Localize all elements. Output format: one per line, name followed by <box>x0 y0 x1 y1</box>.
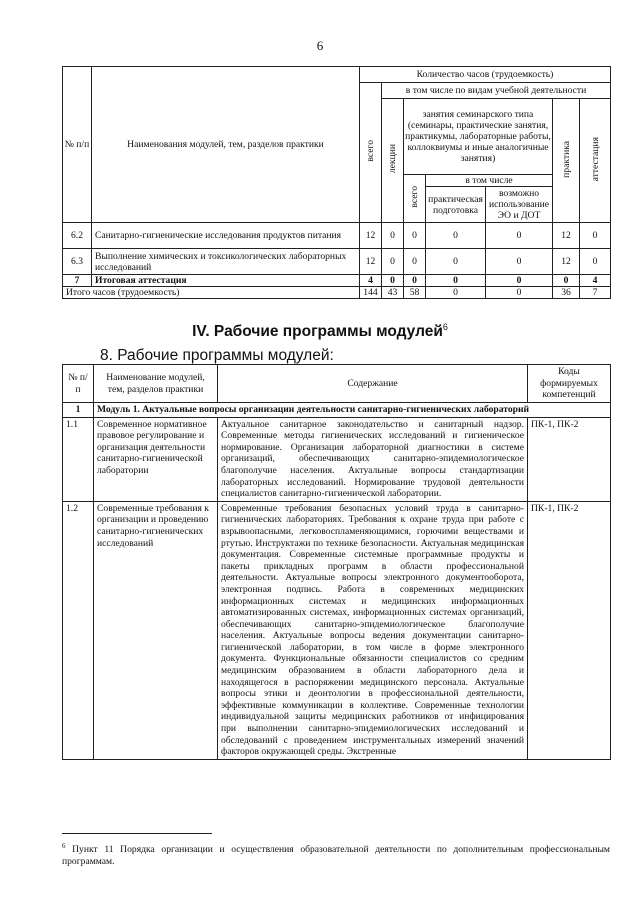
footnote <box>62 840 610 868</box>
col-name-header: Наименования модулей, тем, разделов практики <box>92 67 360 223</box>
total-attestation: 7 <box>580 287 611 299</box>
row-practical: 0 <box>426 249 486 275</box>
row-eo: 0 <box>486 223 553 249</box>
row-no: 1.1 <box>63 417 94 501</box>
table-row <box>63 223 611 249</box>
table-row <box>63 417 611 501</box>
row-practical: 0 <box>426 223 486 249</box>
subheading: 8. Рабочие программы модулей: <box>100 347 334 364</box>
total-total: 144 <box>360 287 382 299</box>
col-no-header: № п/п <box>63 365 94 403</box>
row-attestation: 0 <box>580 249 611 275</box>
module-title: Модуль 1. Актуальные вопросы организации деятельности санитарно-гигиенических лабораторий <box>94 403 611 418</box>
row-lectures: 0 <box>382 249 404 275</box>
row-total: 12 <box>360 249 382 275</box>
total-label: Итого часов (трудоемкость) <box>63 287 360 299</box>
col-attestation-header: аттестация <box>580 99 611 223</box>
row-no: 6.3 <box>63 249 92 275</box>
row-total: 12 <box>360 223 382 249</box>
total-row <box>63 287 611 299</box>
row-total: 4 <box>360 275 382 287</box>
total-practical: 0 <box>426 287 486 299</box>
row-practice: 0 <box>553 275 580 287</box>
row-name: Выполнение химических и токсикологических лабораторных исследований <box>92 249 360 275</box>
row-name: Санитарно-гигиенические исследования продуктов питания <box>92 223 360 249</box>
col-total-header: всего <box>360 83 382 223</box>
incl-header: в том числе <box>426 175 553 187</box>
row-lectures: 0 <box>382 275 404 287</box>
row-no: 6.2 <box>63 223 92 249</box>
total-sem-total: 58 <box>404 287 426 299</box>
col-codes-header: Коды формируемых компетенций <box>528 365 611 403</box>
row-practical: 0 <box>426 275 486 287</box>
row-practice: 12 <box>553 223 580 249</box>
hours-header: Количество часов (трудоемкость) <box>360 67 611 83</box>
row-eo: 0 <box>486 275 553 287</box>
row-sem-total: 0 <box>404 275 426 287</box>
col-practice-header: практика <box>553 99 580 223</box>
total-practice: 36 <box>553 287 580 299</box>
row-codes: ПК-1, ПК-2 <box>528 417 611 501</box>
row-no: 7 <box>63 275 92 287</box>
row-name: Итоговая аттестация <box>92 275 360 287</box>
row-content: Современные требования безопасных условий труда в санитарно-гигиенических лабораториях. Требования к охране труда при работе с взрывоопасными, легковоспламеняющимися, горючими веществами и ртутью. Инструктажи по технике безопасности. Актуальная медицинская документация. Современные системные программные продукты и пакеты прикладных программ в области профессиональной деятельности. Актуальные вопросы электронного документооборота, электронная подпись. Работа в современных медицинских информационных системах и медицинских информационных автоматизированных системах, информационных системах организаций, обеспечивающих санитарно-эпидемиологическое благополучие населения. Актуальные вопросы ведения документации санитарно-гигиенической лаборатории, в том числе в форме электронного документа. Функциональные обязанности специалистов со средним медицинским образованием в области лабораторного дела и находящегося в распоряжении медицинского персонала. Актуальные вопросы этики и деонтологии в профессиональной деятельности, эффективные коммуникации в коллективе. Современные технологии индивидуальной защиты медицинских работников от инфицирования при выполнении санитарно-эпидемиологических исследований и обследований с проведением инструментальных измерений значений факторов окружающей среды. Экстренные <box>218 501 528 759</box>
row-no: 1.2 <box>63 501 94 759</box>
footnote-mark: 6 <box>62 842 66 850</box>
section-heading: IV. Рабочие программы модулей$^6$ <box>192 322 448 341</box>
program-table <box>62 364 611 760</box>
col-content-header: Содержание <box>218 365 528 403</box>
total-eo: 0 <box>486 287 553 299</box>
by-type-header: в том числе по видам учебной деятельности <box>382 83 611 99</box>
footnote-text: Пункт 11 Порядка организации и осуществления образовательной деятельности по дополнительным профессиональным программам. <box>62 844 610 868</box>
page-number: 6 <box>316 38 324 53</box>
footnote-divider <box>62 833 212 834</box>
row-eo: 0 <box>486 249 553 275</box>
seminar-header: занятия семинарского типа (семинары, практические занятия, практикумы, лабораторные работы, коллоквиумы и иные аналогичные занятия) <box>404 99 553 175</box>
col-lectures-header: лекции <box>382 99 404 223</box>
col-practical-training-header: практическая подготовка <box>426 187 486 223</box>
row-lectures: 0 <box>382 223 404 249</box>
footnote-mark: 6 <box>442 322 448 332</box>
col-sem-total-header: всего <box>404 175 426 223</box>
total-lectures: 43 <box>382 287 404 299</box>
row-attestation: 4 <box>580 275 611 287</box>
row-name: Современное нормативное правовое регулирование и организация деятельности санитарно-гигиенической лаборатории <box>94 417 218 501</box>
module-no: 1 <box>63 403 94 418</box>
row-codes: ПК-1, ПК-2 <box>528 501 611 759</box>
hours-table <box>62 66 611 299</box>
row-name: Современные требования к организации и проведению санитарно-гигиенических исследований <box>94 501 218 759</box>
row-sem-total: 0 <box>404 223 426 249</box>
row-content: Актуальное санитарное законодательство и санитарный надзор. Современные методы гигиенических исследований и гигиеническое нормирование. Организация лабораторной диагностики в системе организаций, обеспечивающих санитарно-эпидемиологическое благополучие населения. Актуальные вопросы стандартизации лабораторных исследований. Нормирование трудовой деятельности специалистов санитарно-гигиенической лаборатории. <box>218 417 528 501</box>
table-row <box>63 249 611 275</box>
row-sem-total: 0 <box>404 249 426 275</box>
row-practice: 12 <box>553 249 580 275</box>
col-name-header: Наименование модулей, тем, разделов практики <box>94 365 218 403</box>
table-row <box>63 501 611 759</box>
table-row <box>63 275 611 287</box>
module-row <box>63 403 611 418</box>
col-eo-dot-header: возможно использование ЭО и ДОТ <box>486 187 553 223</box>
col-no-header: № п/п <box>63 67 92 223</box>
row-attestation: 0 <box>580 223 611 249</box>
